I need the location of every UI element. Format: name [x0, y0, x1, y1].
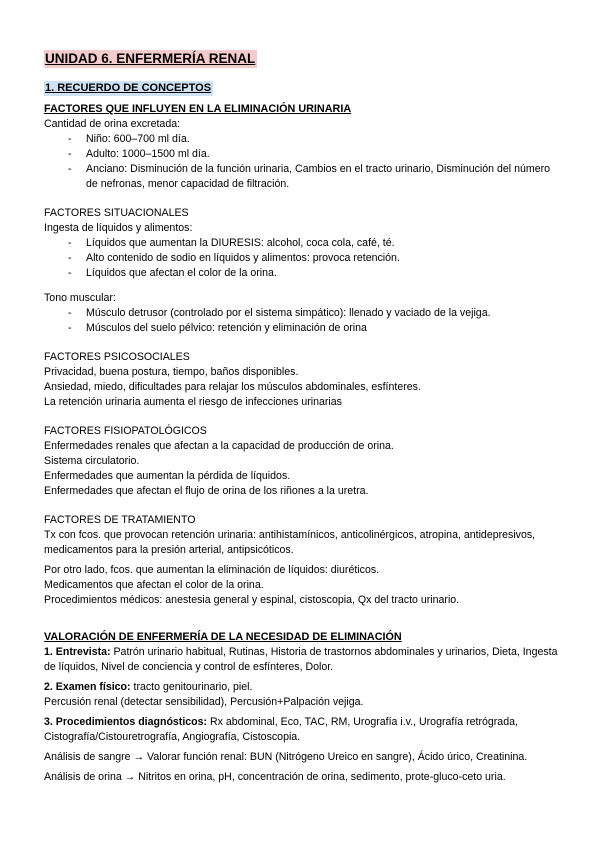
heading-valoracion: VALORACIÓN DE ENFERMERÍA DE LA NECESIDAD DE ELIMINACIÓN — [44, 631, 402, 643]
section-heading-recuerdo: 1. RECUERDO DE CONCEPTOS — [45, 82, 212, 94]
list-item: - Anciano: Disminución de la función urinaria, Cambios en el tracto urinario, Disminución del número de nefronas, menor capacidad de filtración. — [68, 162, 564, 192]
heading-fisiopatologicos: FACTORES FISIOPATOLÓGICOS — [44, 425, 207, 437]
text-line: Medicamentos que afectan el color de la orina. — [44, 579, 264, 591]
text-line: Enfermedades que afectan el flujo de orina de los riñones a la uretra. — [44, 485, 369, 497]
paragraph-procedimientos — [44, 715, 564, 745]
heading-factores-eliminacion: FACTORES QUE INFLUYEN EN LA ELIMINACIÓN URINARIA — [44, 103, 352, 115]
intro-tono: Tono muscular: — [44, 292, 116, 304]
paragraph-examen — [44, 680, 564, 695]
list-tono — [44, 306, 564, 336]
document-title: UNIDAD 6. ENFERMERÍA RENAL — [45, 51, 256, 66]
text-line: Sistema circulatorio. — [44, 455, 140, 467]
heading-psicosociales: FACTORES PSICOSOCIALES — [44, 351, 190, 363]
list-item: - Niño: 600–700 ml día. — [68, 132, 564, 147]
list-cantidad — [44, 132, 564, 192]
paragraph-entrevista — [44, 645, 564, 675]
heading-tratamiento: FACTORES DE TRATAMIENTO — [44, 514, 196, 526]
list-item: - Líquidos que aumentan la DIURESIS: alcohol, coca cola, café, té. — [68, 236, 564, 251]
label-procedimientos: 3. Procedimientos diagnósticos: — [44, 716, 208, 728]
list-item: - Músculos del suelo pélvico: retención y eliminación de orina — [68, 321, 564, 336]
text-line: Ansiedad, miedo, dificultades para relajar los músculos abdominales, esfínteres. — [44, 381, 421, 393]
intro-cantidad: Cantidad de orina excretada: — [44, 118, 181, 130]
list-item: - Adulto: 1000–1500 ml día. — [68, 147, 564, 162]
list-item: - Músculo detrusor (controlado por el sistema simpático): llenado y vaciado de la vejiga. — [68, 306, 564, 321]
list-ingesta — [44, 236, 564, 281]
text-entrevista: Patrón urinario habitual, Rutinas, Historia de trastornos abdominales y urinarios, Dieta, Ingesta de líquidos, Nivel de conciencia y control de esfínteres, Dolor. — [44, 646, 558, 673]
text-line: Enfermedades que aumentan la pérdida de líquidos. — [44, 470, 291, 482]
text-line: Análisis de sangre → Valorar función renal: BUN (Nitrógeno Ureico en sangre), Ácido úrico, Creatinina. — [44, 751, 528, 763]
text-line: Por otro lado, fcos. que aumentan la eliminación de líquidos: diuréticos. — [44, 564, 380, 576]
text-line: Análisis de orina → Nitritos en orina, pH, concentración de orina, sedimento, prote-gluco-ceto uria. — [44, 771, 506, 783]
list-item: - Líquidos que afectan el color de la orina. — [68, 266, 564, 281]
text-line: Enfermedades renales que afectan a la capacidad de producción de orina. — [44, 440, 394, 452]
text-line: Percusión renal (detectar sensibilidad), Percusión+Palpación vejiga. — [44, 696, 364, 708]
label-examen: 2. Examen físico: — [44, 681, 131, 693]
document-page — [44, 50, 564, 785]
text-line: Privacidad, buena postura, tiempo, baños disponibles. — [44, 366, 299, 378]
text-line: La retención urinaria aumenta el riesgo de infecciones urinarias — [44, 396, 342, 408]
paragraph-retencion: Tx con fcos. que provocan retención urinaria: antihistamínicos, anticolinérgicos, atropina, antidepresivos, medicamentos para la presión arterial, antipsicóticos. — [44, 529, 536, 556]
list-item: - Alto contenido de sodio en líquidos y alimentos: provoca retención. — [68, 251, 564, 266]
intro-ingesta: Ingesta de líquidos y alimentos: — [44, 222, 193, 234]
text-line: Procedimientos médicos: anestesia general y espinal, cistoscopia, Qx del tracto urinario. — [44, 594, 460, 606]
heading-situacionales: FACTORES SITUACIONALES — [44, 207, 189, 219]
text-examen: tracto genitourinario, piel. — [130, 681, 253, 693]
text-procedimientos: Rx abdominal, Eco, TAC, RM, Urografía i.v., Urografía retrógrada, Cistografía/Cistouretrografía, Angiografía, Cistoscopia. — [44, 716, 518, 743]
label-entrevista: 1. Entrevista: — [44, 646, 111, 658]
